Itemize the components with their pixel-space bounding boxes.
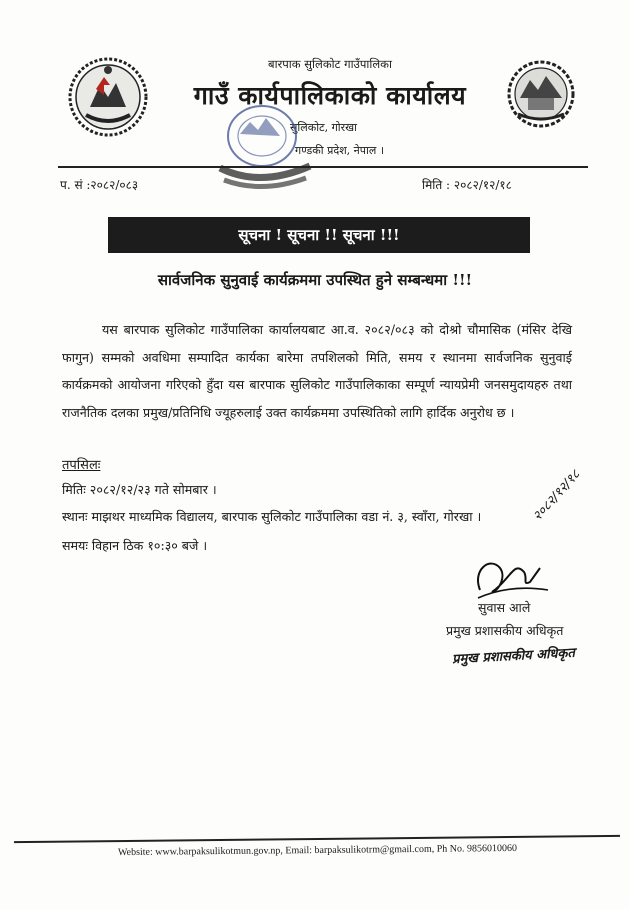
signatory-name: सुवास आले [478,600,531,615]
header-divider [58,166,588,168]
reference-number: प. सं :२०८२/०८३ [60,178,139,192]
body-paragraph: यस बारपाक सुलिकोट गाउँपालिका कार्यालयबाट आ.व. २०८२/०८३ को दोश्रो चौमासिक (मंसिर देखि फागुन) सम्मको अवधिमा सम्पादित कार्यका बारेमा तपशिलको मिति, समय र स्थानमा सार्वजनिक सुनुवाई कार्यक्रमको आयोजना गरिएको हुँदा यस बारपाक सुलिकोट गाउँपालिकाका सम्पूर्ण न्यायप्रेमी जनसमुदायहरु तथा राजनैतिक दलका प्रमुख/प्रतिनिधि ज्यूहरुलाई उक्त कार्यक्रममा उपस्थितिको लागि हार्दिक अनुरोध छ । [62,322,572,420]
nepal-emblem-icon [66,55,150,139]
details-place: स्थानः माझथर माध्यमिक विद्यालय, बारपाक सुलिकोट गाउँपालिका वडा नं. ३, स्वाँरा, गोरखा । [62,509,482,524]
letter-date: मिति : २०८२/१२/१८ [422,178,512,192]
office-title: गाउँ कार्यपालिकाको कार्यालय [193,81,467,110]
details-date: मितिः २०८२/१२/२३ गते सोमबार । [62,482,217,497]
signatory-title: प्रमुख प्रशासकीय अधिकृत [446,623,564,638]
signatory-stamp: प्रमुख प्रशासकीय अधिकृत [451,645,576,668]
municipality-name: बारपाक सुलिकोट गाउँपालिका [268,57,392,71]
footer-contact: Website: www.barpaksulikotmun.gov.np, Email: barpaksulikotrm@gmail.com, Ph No. 9856010060 [117,842,518,859]
office-address: सुलिकोट, गोरखा [290,121,357,134]
office-province: गण्डकी प्रदेश, नेपाल । [295,144,384,157]
signature-date: २०८२/१२/१८ [530,467,584,525]
notice-body [62,316,572,426]
office-stamp-icon [210,96,320,192]
notice-subject: सार्वजनिक सुनुवाई कार्यक्रममा उपस्थित हुने सम्बन्धमा !!! [157,271,473,289]
notice-banner: सूचना ! सूचना !! सूचना !!! [108,217,530,253]
municipality-logo-icon [506,58,576,130]
signature-icon [470,520,610,610]
details-heading: तपसिलः [62,458,101,473]
details-time: समयः विहान ठिक १०:३० बजे । [62,538,208,553]
footer-divider [14,835,620,843]
